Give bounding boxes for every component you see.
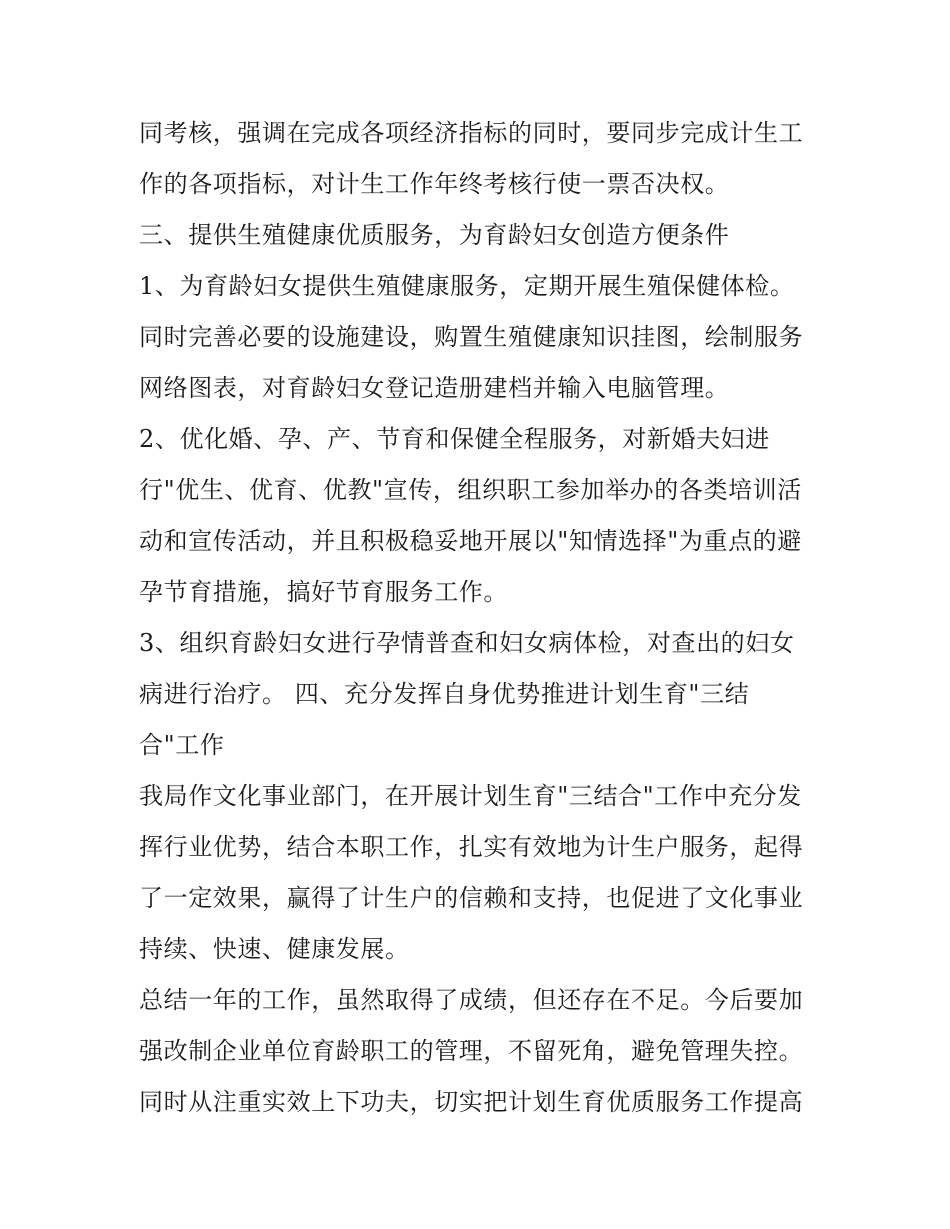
text-line: 孕节育措施，搞好节育服务工作。 [139,578,508,606]
text-line: 合"工作 [139,731,225,759]
text-line: 网络图表，对育龄妇女登记造册建档并输入电脑管理。 [139,374,730,402]
text-line: 作的各项指标，对计生工作年终考核行使一票否决权。 [139,170,730,198]
text-line: 我局作文化事业部门，在开展计划生育"三结合"工作中充分发 [139,782,802,810]
text-line: 挥行业优势，结合本职工作，扎实有效地为计生户服务，起得 [139,833,804,861]
section-heading: 三、提供生殖健康优质服务，为育龄妇女创造方便条件 [139,221,730,249]
text-line: 了一定效果，赢得了计生户的信赖和支持，也促进了文化事业 [139,884,804,912]
text-line: 3、组织育龄妇女进行孕情普查和妇女病体检，对查出的妇女 [139,629,795,657]
text-line: 总结一年的工作，虽然取得了成绩，但还存在不足。今后要加 [139,986,804,1014]
text-line: 2、优化婚、孕、产、节育和保健全程服务，对新婚夫妇进 [139,425,770,453]
text-line: 同时从注重实效上下功夫，切实把计划生育优质服务工作提高 [139,1088,804,1116]
text-line: 同考核，强调在完成各项经济指标的同时，要同步完成计生工 [139,119,804,147]
text-line: 强改制企业单位育龄职工的管理，不留死角，避免管理失控。 [139,1037,804,1065]
text-line: 病进行治疗。 四、充分发挥自身优势推进计划生育"三结 [139,680,750,708]
text-line: 同时完善必要的设施建设，购置生殖健康知识挂图，绘制服务 [139,323,804,351]
text-line: 1、为育龄妇女提供生殖健康服务，定期开展生殖保健体检。 [139,272,795,300]
text-line: 动和宣传活动，并且积极稳妥地开展以"知情选择"为重点的避 [139,527,802,555]
document-body [139,108,819,1128]
text-line: 行"优生、优育、优教"宣传，组织职工参加举办的各类培训活 [139,476,802,504]
text-line: 持续、快速、健康发展。 [139,935,410,963]
